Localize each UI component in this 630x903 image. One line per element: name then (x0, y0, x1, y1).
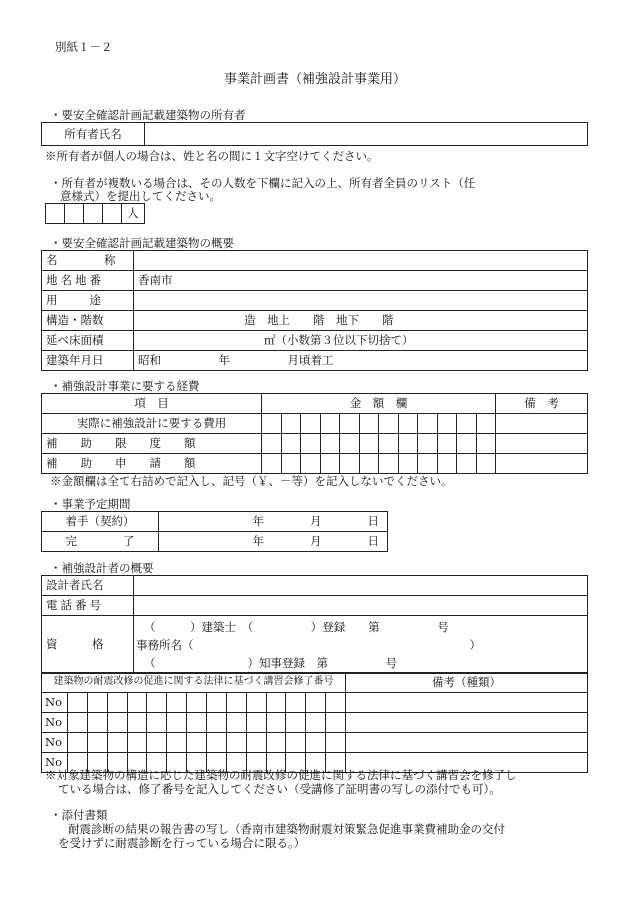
owner-count-table (45, 203, 145, 224)
schedule-start-label: 着手（契約） (42, 512, 159, 532)
schedule-heading: ・事業予定期間 (50, 497, 131, 511)
designer-note-1: ※対象建築物の構造に応じた建築物の耐震改修の促進に関する法律に基づく講習会を修了し (45, 768, 517, 782)
cost-table (41, 393, 588, 474)
building-label: 構造・階数 (42, 311, 134, 331)
course-remarks-header: 備考（種類） (346, 673, 588, 693)
document-ref: 別紙１－２ (55, 40, 113, 54)
cost-remarks-field[interactable] (496, 434, 588, 454)
owner-table (41, 122, 588, 146)
owner-name-field[interactable] (145, 123, 588, 146)
cost-remarks-field[interactable] (496, 454, 588, 474)
designer-name-field[interactable] (134, 576, 588, 596)
qualification-line-architect: （ ）建築士 （ ）登録 第 号 (144, 619, 449, 634)
building-label: 建築年月日 (42, 351, 134, 371)
cost-amount-field[interactable] (262, 414, 496, 434)
owner-count-digit[interactable] (65, 204, 84, 224)
attachments-line-1: 耐震診断の結果の報告書の写し（香南市建築物耐震対策緊急促進事業費補助金の交付 (68, 822, 505, 836)
building-built-date-field[interactable]: 昭和 年 月頃着工 (134, 351, 588, 371)
course-number-row[interactable] (42, 713, 346, 733)
schedule-end-field[interactable]: 年 月 日 (159, 532, 388, 552)
building-label: 用 途 (42, 291, 134, 311)
person-unit: 人 (122, 204, 145, 224)
page-title: 事業計画書（補強設計事業用） (223, 72, 406, 87)
cost-amount-field[interactable] (262, 434, 496, 454)
cost-remarks-header: 備 考 (496, 394, 588, 414)
cost-row-label: 補 助 申 請 額 (42, 454, 262, 474)
building-table (41, 250, 588, 371)
schedule-start-field[interactable]: 年 月 日 (159, 512, 388, 532)
course-table (41, 672, 588, 773)
course-remarks-field[interactable] (346, 713, 588, 733)
building-label: 名 称 (42, 251, 134, 271)
no-label: No (45, 735, 62, 749)
owner-multi-note-2: 意様式）を提出してください。 (60, 189, 221, 203)
owner-heading: ・要安全確認計画記載建築物の所有者 (50, 108, 246, 122)
qualification-line-registration: （ ）知事登録 第 号 (144, 655, 397, 670)
building-heading: ・要安全確認計画記載建築物の概要 (50, 236, 234, 250)
cost-item-header: 項 目 (42, 394, 262, 414)
owner-name-label: 所有者氏名 (42, 123, 145, 146)
owner-note: ※所有者が個人の場合は、姓と名の間に１文字空けてください。 (45, 149, 379, 163)
course-remarks-field[interactable] (346, 693, 588, 713)
course-number-row[interactable] (42, 733, 346, 753)
designer-note-2: ている場合は、修了番号を記入してください（受講修了証明書の写しの添付でも可）。 (58, 782, 501, 796)
cost-amount-field[interactable] (262, 454, 496, 474)
building-address-field[interactable]: 香南市 (134, 271, 588, 291)
cost-remarks-field[interactable] (496, 414, 588, 434)
building-use-field[interactable] (134, 291, 588, 311)
cost-row-label: 実際に補強設計に要する費用 (42, 414, 262, 434)
building-structure-field[interactable]: 造 地上 階 地下 階 (134, 311, 588, 331)
designer-name-label: 設計者氏名 (42, 576, 134, 596)
schedule-table (41, 511, 388, 552)
cost-row-label: 補 助 限 度 額 (42, 434, 262, 454)
owner-multi-note-1: ・所有者が複数いる場合は、その人数を下欄に記入の上、所有者全員のリスト（任 (50, 176, 476, 190)
owner-count-digit[interactable] (84, 204, 103, 224)
designer-qualification-field[interactable] (134, 616, 588, 674)
building-name-field[interactable] (134, 251, 588, 271)
attachments-line-2: を受けずに耐震診断を行っている場合に限る。） (58, 836, 306, 850)
designer-phone-label: 電話番号 (42, 596, 134, 616)
cost-heading: ・補強設計事業に要する経費 (50, 379, 200, 393)
attachments-heading: ・添付書類 (50, 808, 108, 822)
course-number-header: 建築物の耐震改修の促進に関する法律に基づく講習会修了番号 (42, 673, 346, 693)
designer-qualification-label: 資 格 (42, 616, 134, 674)
designer-phone-field[interactable] (134, 596, 588, 616)
cost-amount-header: 金 額 欄 (262, 394, 496, 414)
schedule-end-label: 完 了 (42, 532, 159, 552)
designer-table (41, 575, 588, 674)
building-floor-area-field[interactable]: ㎡（小数第３位以下切捨て） (134, 331, 588, 351)
cost-note: ※金額欄は全て右詰めで記入し、記号（￥、－等）を記入しないでください。 (50, 474, 453, 488)
designer-heading: ・補強設計者の概要 (50, 561, 154, 575)
qualification-line-office: 事務所名（ ） (136, 637, 481, 652)
building-label: 地名地番 (42, 271, 134, 291)
owner-count-digit[interactable] (46, 204, 65, 224)
no-label: No (45, 755, 62, 769)
building-label: 延べ床面積 (42, 331, 134, 351)
no-label: No (45, 715, 62, 729)
no-label: No (45, 695, 62, 709)
owner-count-digit[interactable] (103, 204, 122, 224)
course-number-row[interactable] (42, 693, 346, 713)
course-remarks-field[interactable] (346, 733, 588, 753)
